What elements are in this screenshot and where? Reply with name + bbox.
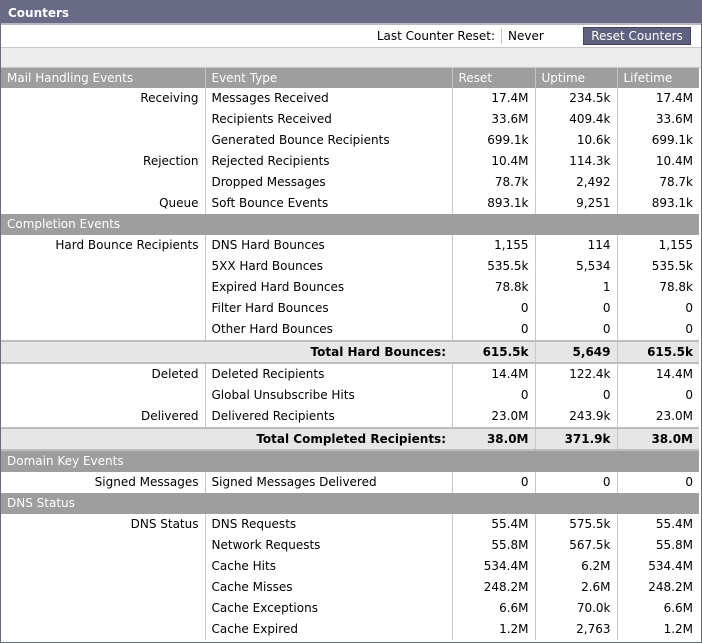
row-reset: 1,155 xyxy=(452,235,535,256)
row-reset: 14.4M xyxy=(452,363,535,385)
table-row xyxy=(1,151,699,172)
row-event: Network Requests xyxy=(205,535,452,556)
row-reset: 23.0M xyxy=(452,406,535,428)
row-event: Recipients Received xyxy=(205,109,452,130)
row-category xyxy=(1,277,205,298)
row-lifetime: 0 xyxy=(685,301,693,315)
row-reset: 0 xyxy=(452,319,535,341)
row-category: Deleted xyxy=(1,363,205,385)
row-category: Receiving xyxy=(1,88,205,109)
row-reset: 0 xyxy=(452,385,535,406)
row-category xyxy=(1,256,205,277)
total-row-hard-bounces xyxy=(1,341,699,363)
row-category xyxy=(1,109,205,130)
table-row xyxy=(1,130,699,151)
row-reset: 78.8k xyxy=(452,277,535,298)
row-uptime: 2,763 xyxy=(535,619,617,640)
row-uptime: 0 xyxy=(535,298,617,319)
row-event: Cache Exceptions xyxy=(205,598,452,619)
row-event: Cache Hits xyxy=(205,556,452,577)
row-reset: 17.4M xyxy=(452,88,535,109)
row-lifetime: 1.2M xyxy=(663,622,693,636)
row-uptime: 10.6k xyxy=(535,130,617,151)
row-category xyxy=(1,535,205,556)
row-uptime: 243.9k xyxy=(535,406,617,428)
row-uptime: 1 xyxy=(535,277,617,298)
section-header-domain-key xyxy=(1,450,699,472)
row-event: Deleted Recipients xyxy=(205,363,452,385)
row-reset: 0 xyxy=(452,298,535,319)
section-header-dns-status xyxy=(1,493,699,514)
row-category xyxy=(1,619,205,640)
row-lifetime: 0 xyxy=(685,388,693,402)
row-lifetime: 78.8k xyxy=(659,280,693,294)
last-reset-label: Last Counter Reset: xyxy=(376,29,495,43)
row-uptime: 6.2M xyxy=(535,556,617,577)
row-category xyxy=(1,598,205,619)
reset-bar xyxy=(1,25,701,48)
row-category xyxy=(1,577,205,598)
row-event: Expired Hard Bounces xyxy=(205,277,452,298)
total-lifetime: 38.0M xyxy=(617,428,699,450)
table-row xyxy=(1,172,699,193)
table-row xyxy=(1,472,699,493)
row-lifetime: 55.8M xyxy=(655,538,693,552)
row-lifetime: 248.2M xyxy=(648,580,693,594)
row-event: Global Unsubscribe Hits xyxy=(205,385,452,406)
row-event: Soft Bounce Events xyxy=(205,193,452,214)
table-row xyxy=(1,88,699,109)
row-uptime: 2,492 xyxy=(535,172,617,193)
section-title: DNS Status xyxy=(1,493,699,514)
row-event: DNS Hard Bounces xyxy=(205,235,452,256)
row-lifetime: 535.5k xyxy=(651,259,693,273)
row-uptime: 2.6M xyxy=(535,577,617,598)
panel-title: Counters xyxy=(1,1,701,25)
row-reset: 55.4M xyxy=(452,514,535,535)
row-lifetime: 17.4M xyxy=(655,91,693,105)
row-lifetime: 55.4M xyxy=(655,517,693,531)
row-lifetime: 893.1k xyxy=(651,196,693,210)
row-reset: 10.4M xyxy=(452,151,535,172)
row-uptime: 114 xyxy=(535,235,617,256)
row-reset: 893.1k xyxy=(452,193,535,214)
row-reset: 699.1k xyxy=(452,130,535,151)
row-uptime: 5,534 xyxy=(535,256,617,277)
row-uptime: 9,251 xyxy=(535,193,617,214)
row-category: Rejection xyxy=(1,151,205,172)
row-lifetime: 33.6M xyxy=(655,112,693,126)
row-event: Dropped Messages xyxy=(205,172,452,193)
table-row xyxy=(1,193,699,214)
table-row xyxy=(1,277,699,298)
row-category: DNS Status xyxy=(1,514,205,535)
spacer-bar xyxy=(1,48,701,68)
row-reset: 33.6M xyxy=(452,109,535,130)
counters-table xyxy=(1,68,699,640)
row-lifetime: 78.7k xyxy=(659,175,693,189)
row-event: Rejected Recipients xyxy=(205,151,452,172)
col-header-reset: Reset xyxy=(452,68,535,88)
col-header-uptime: Uptime xyxy=(535,68,617,88)
table-row xyxy=(1,598,699,619)
total-reset: 38.0M xyxy=(452,428,535,450)
row-lifetime: 1,155 xyxy=(658,238,693,252)
row-category xyxy=(1,172,205,193)
total-lifetime: 615.5k xyxy=(617,341,699,363)
row-category xyxy=(1,319,205,341)
row-uptime: 575.5k xyxy=(535,514,617,535)
row-category: Signed Messages xyxy=(1,472,205,493)
row-category: Delivered xyxy=(1,406,205,428)
row-lifetime: 14.4M xyxy=(655,367,693,381)
row-uptime: 0 xyxy=(535,472,617,493)
total-uptime: 5,649 xyxy=(535,341,617,363)
row-category xyxy=(1,130,205,151)
table-row xyxy=(1,385,699,406)
row-reset: 55.8M xyxy=(452,535,535,556)
row-reset: 535.5k xyxy=(452,256,535,277)
row-uptime: 70.0k xyxy=(535,598,617,619)
col-header-lifetime: Lifetime xyxy=(617,68,699,88)
row-lifetime: 23.0M xyxy=(655,409,693,423)
section-header-completion xyxy=(1,214,699,235)
row-event: Delivered Recipients xyxy=(205,406,452,428)
table-row xyxy=(1,363,699,385)
row-lifetime: 0 xyxy=(685,475,693,489)
row-uptime: 0 xyxy=(535,319,617,341)
row-lifetime: 10.4M xyxy=(655,154,693,168)
row-uptime: 0 xyxy=(535,385,617,406)
table-row xyxy=(1,406,699,428)
table-row xyxy=(1,514,699,535)
total-reset: 615.5k xyxy=(452,341,535,363)
row-lifetime: 534.4M xyxy=(648,559,693,573)
row-uptime: 234.5k xyxy=(535,88,617,109)
row-uptime: 567.5k xyxy=(535,535,617,556)
table-row xyxy=(1,256,699,277)
total-label: Total Hard Bounces: xyxy=(1,341,452,363)
table-row xyxy=(1,577,699,598)
table-row xyxy=(1,556,699,577)
row-event: Other Hard Bounces xyxy=(205,319,452,341)
row-reset: 6.6M xyxy=(452,598,535,619)
row-lifetime: 6.6M xyxy=(663,601,693,615)
row-event: Cache Expired xyxy=(205,619,452,640)
row-event: 5XX Hard Bounces xyxy=(205,256,452,277)
row-event: Signed Messages Delivered xyxy=(205,472,452,493)
section-title: Completion Events xyxy=(1,214,699,235)
row-category: Queue xyxy=(1,193,205,214)
row-reset: 534.4M xyxy=(452,556,535,577)
col-header-category: Mail Handling Events xyxy=(1,68,205,88)
row-category xyxy=(1,556,205,577)
total-row-completed-recipients xyxy=(1,428,699,450)
row-lifetime: 0 xyxy=(685,322,693,336)
row-event: Generated Bounce Recipients xyxy=(205,130,452,151)
row-reset: 78.7k xyxy=(452,172,535,193)
table-row xyxy=(1,535,699,556)
row-category xyxy=(1,298,205,319)
row-event: Filter Hard Bounces xyxy=(205,298,452,319)
row-event: DNS Requests xyxy=(205,514,452,535)
row-event: Messages Received xyxy=(205,88,452,109)
table-row xyxy=(1,319,699,341)
table-row xyxy=(1,109,699,130)
section-title: Domain Key Events xyxy=(1,450,699,472)
row-category: Hard Bounce Recipients xyxy=(1,235,205,256)
last-reset-value: Never xyxy=(501,28,583,44)
row-lifetime: 699.1k xyxy=(651,133,693,147)
row-uptime: 409.4k xyxy=(535,109,617,130)
row-event: Cache Misses xyxy=(205,577,452,598)
table-row xyxy=(1,619,699,640)
row-category xyxy=(1,385,205,406)
total-label: Total Completed Recipients: xyxy=(1,428,452,450)
row-uptime: 122.4k xyxy=(535,363,617,385)
row-uptime: 114.3k xyxy=(535,151,617,172)
reset-counters-button[interactable]: Reset Counters xyxy=(583,27,691,45)
table-row xyxy=(1,298,699,319)
col-header-event-type: Event Type xyxy=(205,68,452,88)
row-reset: 248.2M xyxy=(452,577,535,598)
total-uptime: 371.9k xyxy=(535,428,617,450)
table-header-row xyxy=(1,68,699,88)
table-row xyxy=(1,235,699,256)
row-reset: 1.2M xyxy=(452,619,535,640)
row-reset: 0 xyxy=(452,472,535,493)
